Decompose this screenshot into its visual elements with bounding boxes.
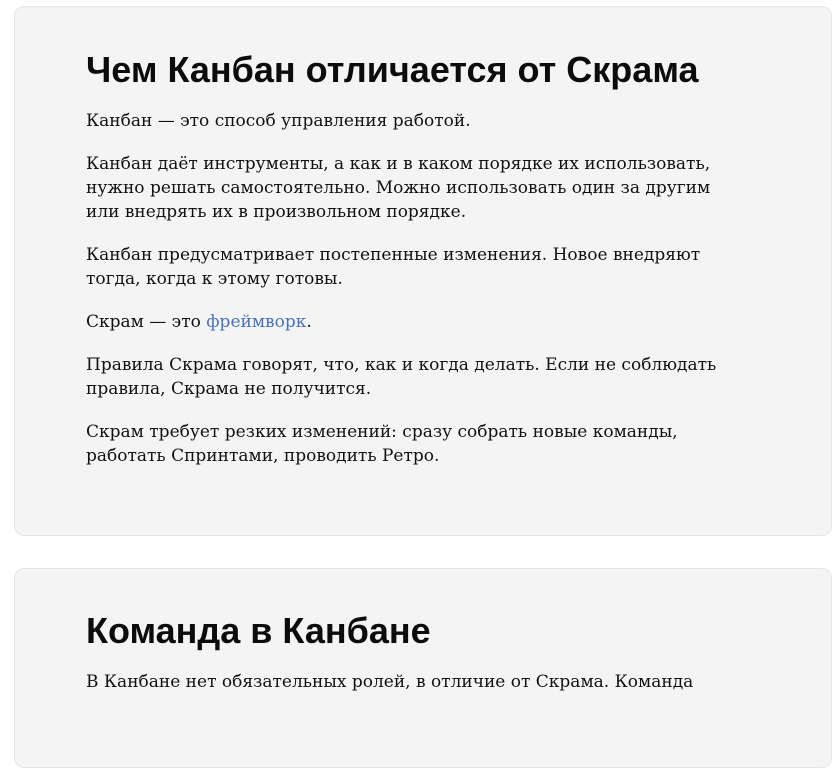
paragraph-scrum-rules	[86, 353, 726, 401]
paragraph-kanban-definition	[86, 109, 726, 133]
paragraph-line: работать Спринтами, проводить Ретро.	[86, 446, 440, 466]
paragraph-text: Скрам — это	[86, 312, 207, 332]
kanban-vs-scrum-content	[86, 50, 726, 487]
paragraph-text: .	[306, 312, 312, 332]
paragraph-line: Канбан — это способ управления работой.	[86, 111, 471, 131]
paragraph-partial	[86, 670, 726, 694]
paragraph-line: Канбан предусматривает постепенные изменения. Новое внедряют	[86, 245, 701, 265]
framework-link[interactable]: фреймворк	[206, 312, 307, 332]
paragraph-line: нужно решать самостоятельно. Можно использовать один за другим	[86, 178, 711, 198]
paragraph-scrum-changes	[86, 420, 726, 468]
section-title: Команда в Канбане	[86, 610, 431, 651]
paragraph-line: Канбан даёт инструменты, а как и в каком порядке их использовать,	[86, 154, 711, 174]
section-title: Чем Канбан отличается от Скрама	[86, 49, 699, 90]
paragraph-line: правила, Скрама не получится.	[86, 379, 372, 399]
paragraph-kanban-tools	[86, 152, 726, 224]
paragraph-line: В Канбане нет обязательных ролей, в отличие от Скрама. Команда	[86, 672, 694, 692]
paragraph-line: Правила Скрама говорят, что, как и когда делать. Если не соблюдать	[86, 355, 717, 375]
team-in-kanban-content	[86, 611, 726, 713]
paragraph-line: Скрам требует резких изменений: сразу собрать новые команды,	[86, 422, 678, 442]
paragraph-scrum-definition	[86, 310, 726, 334]
team-in-kanban-card	[14, 568, 832, 768]
paragraph-line: тогда, когда к этому готовы.	[86, 269, 343, 289]
paragraph-line: или внедрять их в произвольном порядке.	[86, 202, 467, 222]
paragraph-kanban-changes	[86, 243, 726, 291]
kanban-vs-scrum-card	[14, 6, 832, 536]
